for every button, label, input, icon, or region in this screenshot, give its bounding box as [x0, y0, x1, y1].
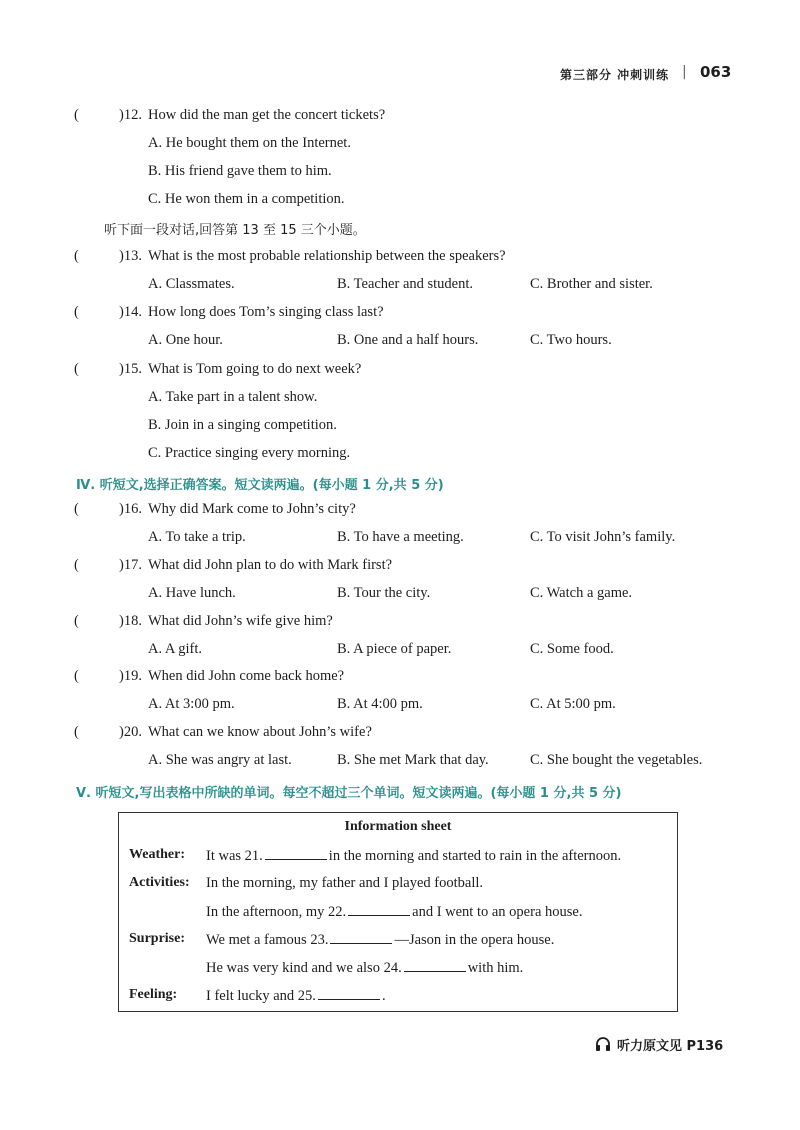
question-number: )16.: [119, 501, 142, 517]
answer-paren: (: [74, 361, 79, 377]
answer-paren: (: [74, 724, 79, 740]
feeling-text-a: I felt lucky and 25.: [206, 988, 316, 1004]
surprise-label: Surprise:: [129, 931, 185, 946]
blank-22[interactable]: [348, 903, 410, 916]
option-c: C. He won them in a competition.: [148, 191, 345, 207]
blank-21[interactable]: [265, 847, 327, 860]
option-a: A. To take a trip.: [148, 529, 246, 545]
headphones-icon: [595, 1036, 611, 1052]
option-a: A. Have lunch.: [148, 585, 236, 601]
blank-25[interactable]: [318, 987, 380, 1000]
answer-paren: (: [74, 668, 79, 684]
option-b: B. Join in a singing competition.: [148, 417, 337, 433]
question-number: )15.: [119, 361, 142, 377]
question-text: What did John’s wife give him?: [148, 613, 333, 629]
answer-paren: (: [74, 304, 79, 320]
weather-text-b: in the morning and started to rain in the afternoon.: [328, 848, 622, 864]
option-c: C. At 5:00 pm.: [530, 696, 616, 712]
option-a: A. At 3:00 pm.: [148, 696, 235, 712]
activities-text-2b: and I went to an opera house.: [412, 904, 583, 920]
question-text: What can we know about John’s wife?: [148, 724, 372, 740]
weather-text-a: It was 21.: [206, 848, 263, 864]
option-b: B. His friend gave them to him.: [148, 163, 332, 179]
option-b: B. At 4:00 pm.: [337, 696, 423, 712]
listening-script-reference: [595, 1034, 723, 1054]
option-c: C. Some food.: [530, 641, 614, 657]
option-c: C. Watch a game.: [530, 585, 633, 601]
weather-text: [206, 847, 621, 865]
option-a: A. One hour.: [148, 332, 223, 348]
info-sheet-title: Information sheet: [344, 819, 452, 834]
option-b: B. To have a meeting.: [337, 529, 464, 545]
question-text: Why did Mark come to John’s city?: [148, 501, 356, 517]
footer-text: 听力原文见 P136: [617, 1038, 724, 1054]
answer-paren: (: [74, 107, 79, 123]
question-text: How long does Tom’s singing class last?: [148, 304, 384, 320]
section-title: 第三部分 冲刺训练: [560, 68, 670, 82]
option-b: B. She met Mark that day.: [337, 752, 489, 768]
option-a: A. He bought them on the Internet.: [148, 135, 351, 151]
question-number: )20.: [119, 724, 142, 740]
answer-paren: (: [74, 613, 79, 629]
section-4-heading: Ⅳ. 听短文,选择正确答案。短文读两遍。(每小题 1 分,共 5 分): [76, 478, 444, 493]
information-sheet: [118, 812, 678, 1012]
activities-text-1: In the morning, my father and I played football.: [206, 875, 484, 891]
option-a: A. Classmates.: [148, 276, 235, 292]
feeling-text-b: .: [381, 988, 386, 1004]
question-text: What is the most probable relationship between the speakers?: [148, 248, 506, 264]
activities-text-2a: In the afternoon, my 22.: [206, 904, 347, 920]
surprise-text-2: [206, 959, 523, 977]
question-number: )18.: [119, 613, 142, 629]
feeling-text: [206, 987, 386, 1005]
option-a: A. She was angry at last.: [148, 752, 292, 768]
answer-paren: (: [74, 248, 79, 264]
blank-24[interactable]: [404, 959, 466, 972]
question-number: )17.: [119, 557, 142, 573]
blank-23[interactable]: [330, 931, 392, 944]
option-c: C. She bought the vegetables.: [530, 752, 703, 768]
page-number: 063: [700, 63, 732, 81]
surprise-text-2a: He was very kind and we also 24.: [206, 960, 402, 976]
answer-paren: (: [74, 501, 79, 517]
weather-label: Weather:: [129, 847, 185, 862]
instruction-13-15: 听下面一段对话,回答第 13 至 15 三个小题。: [104, 223, 366, 238]
option-c: C. Practice singing every morning.: [148, 445, 351, 461]
option-a: A. Take part in a talent show.: [148, 389, 318, 405]
section-5-heading: Ⅴ. 听短文,写出表格中所缺的单词。每空不超过三个单词。短文读两遍。(每小题 1 分,共 5 分): [76, 786, 622, 801]
question-number: )19.: [119, 668, 142, 684]
question-text: What is Tom going to do next week?: [148, 361, 362, 377]
option-c: C. Two hours.: [530, 332, 612, 348]
question-text: When did John come back home?: [148, 668, 345, 684]
option-b: B. Tour the city.: [337, 585, 431, 601]
option-c: C. Brother and sister.: [530, 276, 653, 292]
page-header: [560, 62, 760, 84]
surprise-text-2b: with him.: [467, 960, 524, 976]
surprise-text-1b: —Jason in the opera house.: [394, 932, 555, 948]
question-number: )14.: [119, 304, 142, 320]
option-b: B. A piece of paper.: [337, 641, 452, 657]
activities-label: Activities:: [129, 875, 190, 890]
option-a: A. A gift.: [148, 641, 202, 657]
activities-text-2: [206, 903, 582, 921]
question-number: )12.: [119, 107, 142, 123]
question-text: What did John plan to do with Mark first?: [148, 557, 393, 573]
header-separator: |: [682, 64, 687, 80]
question-text: How did the man get the concert tickets?: [148, 107, 386, 123]
feeling-label: Feeling:: [129, 987, 178, 1002]
question-number: )13.: [119, 248, 142, 264]
answer-paren: (: [74, 557, 79, 573]
surprise-text-1a: We met a famous 23.: [206, 932, 329, 948]
surprise-text-1: [206, 931, 554, 949]
option-c: C. To visit John’s family.: [530, 529, 676, 545]
option-b: B. One and a half hours.: [337, 332, 479, 348]
option-b: B. Teacher and student.: [337, 276, 474, 292]
